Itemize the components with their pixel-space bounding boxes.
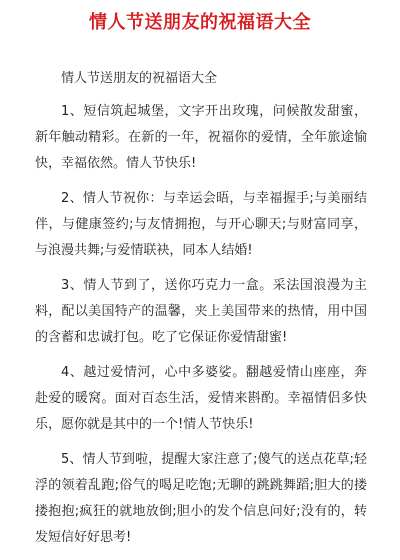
paragraph: 3、情人节到了，送你巧克力一盒。采法国浪漫为主料，配以美国特产的温馨，夹上美国带来的热情，用中国的含蓄和忠诚打包。吃了它保证你爱情甜蜜! xyxy=(35,278,367,345)
page-title: 情人节送朋友的祝福语大全 xyxy=(89,12,311,33)
article-subtitle: 情人节送朋友的祝福语大全 xyxy=(61,71,218,86)
article-body xyxy=(35,66,367,560)
paragraph: 1、短信筑起城堡，文字开出玫瑰，问候散发甜蜜，新年触动精彩。在新的一年，祝福你的爱情，全年旅途愉快，幸福依然。情人节快乐! xyxy=(35,104,367,171)
paragraph: 2、情人节祝你：与幸运会晤，与幸福握手;与美丽结伴，与健康签约;与友情拥抱，与开心聊天;与财富同享，与浪漫共舞;与爱情联袂，同本人结婚! xyxy=(35,191,367,258)
paragraph: 4、越过爱情河，心中多婆娑。翻越爱情山座座，奔赴爱的暖窝。面对百态生活，爱情来斟酌。幸福情侣多快乐，愿你就是其中的一个!情人节快乐! xyxy=(35,365,367,432)
paragraph: 5、情人节到啦，提醒大家注意了;傻气的送点花草;轻浮的领着乱跑;俗气的喝足吃饱;无聊的跳跳舞蹈;胆大的搂搂抱抱;疯狂的就地放倒;胆小的发个信息问好;没有的，转发短信好好思考! xyxy=(35,452,367,545)
